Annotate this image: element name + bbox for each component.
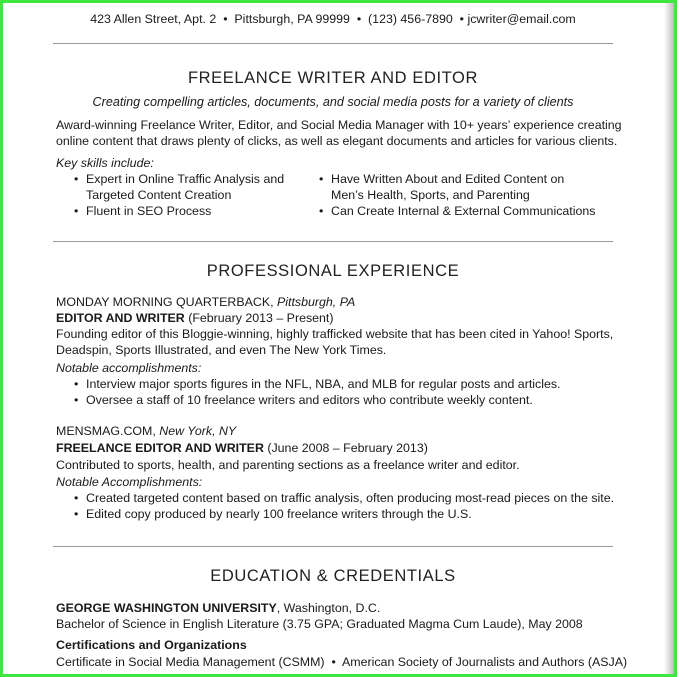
- accomplishments-label: Notable Accomplishments:: [56, 475, 203, 489]
- contact-email: jcwriter@email.com: [467, 12, 576, 26]
- experience-heading: PROFESSIONAL EXPERIENCE: [206, 262, 460, 280]
- job-company-line: [56, 294, 355, 310]
- job-company-line: [56, 423, 236, 439]
- certification-item: American Society of Journalists and Authors (ASJA): [342, 655, 628, 669]
- job-description-line-1: Founding editor of this Bloggie-winning, highly trafficked website that has been cited in Yahoo! Sports,: [56, 327, 614, 341]
- bullet-icon: •: [319, 204, 324, 218]
- page-edge-shadow: [664, 3, 674, 674]
- job-company: MONDAY MORNING QUARTERBACK,: [56, 295, 274, 309]
- certification-item: Certificate in Social Media Management (CSMM): [56, 655, 325, 669]
- bullet-icon: •: [74, 172, 79, 186]
- degree-line: Bachelor of Science in English Literature (3.75 GPA; Graduated Magma Cum Laude), May 2008: [56, 617, 583, 631]
- school-name: GEORGE WASHINGTON UNIVERSITY: [56, 601, 277, 615]
- job-location: Pittsburgh, PA: [277, 295, 356, 309]
- contact-phone: (123) 456-7890: [368, 12, 453, 26]
- contact-separator: •: [223, 12, 228, 26]
- accomplishment-item: Created targeted content based on traffic analysis, often producing most-read pieces on the site.: [86, 491, 615, 505]
- school-location: , Washington, D.C.: [276, 601, 381, 615]
- job-dates: (February 2013 – Present): [188, 311, 334, 325]
- school-line: [56, 600, 380, 616]
- summary-heading: FREELANCE WRITER AND EDITOR: [187, 69, 478, 87]
- job-title: EDITOR AND WRITER: [56, 311, 185, 325]
- divider: [53, 546, 613, 547]
- skill-item: Expert in Online Traffic Analysis and: [86, 172, 285, 186]
- bullet-icon: •: [74, 393, 79, 407]
- bullet-icon: •: [319, 172, 324, 186]
- job-title-line: [56, 310, 334, 326]
- accomplishment-item: Edited copy produced by nearly 100 freelance writers through the U.S.: [86, 507, 472, 521]
- divider: [53, 241, 613, 242]
- skill-item: Can Create Internal & External Communications: [331, 204, 596, 218]
- summary-tagline: Creating compelling articles, documents, and social media posts for a variety of clients: [92, 95, 574, 109]
- divider: [53, 43, 613, 44]
- contact-line: [3, 11, 663, 27]
- job-location: New York, NY: [159, 424, 237, 438]
- bullet-icon: •: [74, 377, 79, 391]
- certifications-line: [56, 654, 627, 670]
- education-heading: EDUCATION & CREDENTIALS: [210, 567, 456, 585]
- summary-text-line-2: online content that draws plenty of clicks, as well as elegant documents and articles for various clients.: [56, 134, 618, 148]
- contact-address: 423 Allen Street, Apt. 2: [90, 12, 217, 26]
- skill-item-continued: Targeted Content Creation: [86, 188, 232, 202]
- job-description-line-2: Deadspin, Sports Illustrated, and even The New York Times.: [56, 343, 387, 357]
- resume-page: [3, 3, 674, 674]
- contact-separator: •: [459, 12, 465, 26]
- bullet-icon: •: [74, 507, 79, 521]
- skill-item: Have Written About and Edited Content on: [331, 172, 565, 186]
- summary-text-line-1: Award-winning Freelance Writer, Editor, and Social Media Manager with 10+ years’ experience creating: [56, 118, 622, 132]
- bullet-icon: •: [74, 491, 79, 505]
- bullet-icon: •: [74, 204, 79, 218]
- skills-label: Key skills include:: [56, 156, 154, 170]
- job-description-line-1: Contributed to sports, health, and parenting sections as a freelance writer and editor.: [56, 458, 520, 472]
- job-title-line: [56, 440, 428, 456]
- job-company: MENSMAG.COM,: [56, 424, 156, 438]
- skill-item-continued: Men’s Health, Sports, and Parenting: [331, 188, 530, 202]
- accomplishments-label: Notable accomplishments:: [56, 361, 202, 375]
- accomplishment-item: Oversee a staff of 10 freelance writers and editors who contribute weekly content.: [86, 393, 533, 407]
- job-dates: (June 2008 – February 2013): [267, 441, 428, 455]
- job-title: FREELANCE EDITOR AND WRITER: [56, 441, 264, 455]
- contact-separator: •: [356, 12, 362, 26]
- contact-city: Pittsburgh, PA 99999: [234, 12, 350, 26]
- certification-separator: •: [331, 655, 336, 669]
- skill-item: Fluent in SEO Process: [86, 204, 212, 218]
- certifications-label: Certifications and Organizations: [56, 638, 247, 652]
- accomplishment-item: Interview major sports figures in the NFL, NBA, and MLB for regular posts and articles.: [86, 377, 561, 391]
